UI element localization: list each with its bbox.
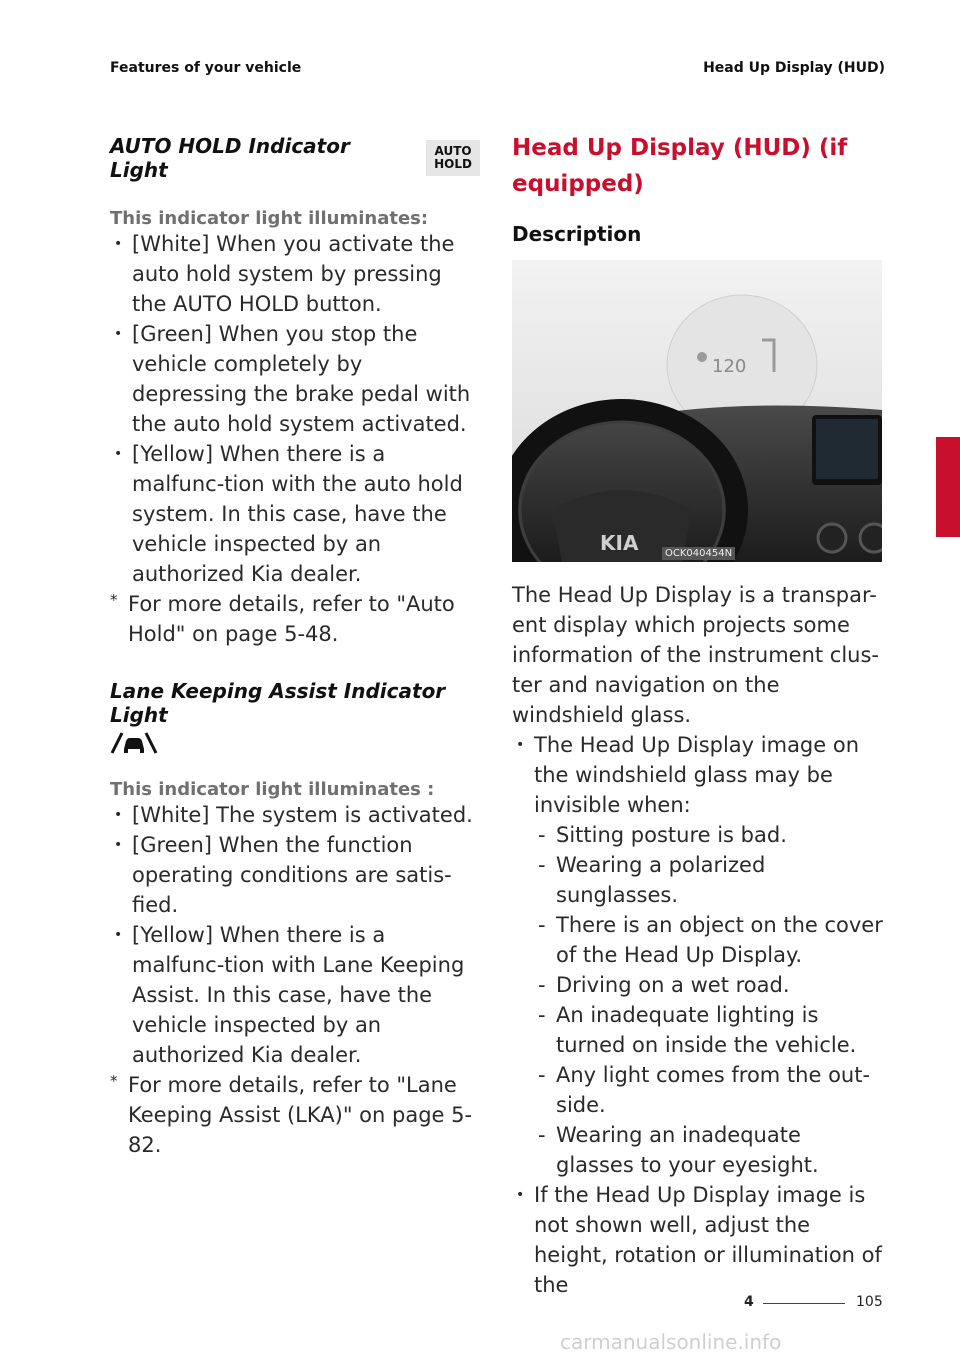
hud-dashboard-photo xyxy=(512,260,882,562)
list-item xyxy=(512,730,884,1180)
hud-bullets xyxy=(512,730,884,1300)
footer-chapter-number: 4 xyxy=(744,1294,754,1310)
badge-line-2: HOLD xyxy=(434,157,472,171)
dash-item: - Any light comes from the out-side. xyxy=(534,1060,884,1120)
hud-intro-paragraph: The Head Up Display is a transpar-ent display which projects some information of the instrument clus-ter and navigation on the windshield glass. xyxy=(512,583,879,727)
autohold-title: AUTO HOLD Indicator Light xyxy=(110,134,350,182)
footer-page-number: 105 xyxy=(856,1294,883,1310)
badge-line-1: AUTO xyxy=(434,144,472,158)
list-item: • [Yellow] When there is a malfunc-tion with Lane Keeping Assist. In this case, have the vehicle inspected by an authorized Kia dealer. xyxy=(110,920,480,1070)
chapter-side-number: 4 xyxy=(941,511,953,530)
running-header-right: Head Up Display (HUD) xyxy=(703,60,885,76)
lka-subheading: This indicator light illuminates : xyxy=(110,779,435,800)
hud-section-title: Head Up Display (HUD) (if equipped) xyxy=(512,135,848,197)
watermark: carmanualsonline.info xyxy=(560,1330,782,1354)
lane-keeping-assist-icon xyxy=(110,731,480,759)
svg-text:KIA: KIA xyxy=(600,531,639,555)
autohold-heading xyxy=(110,134,480,182)
lka-bullets xyxy=(110,800,480,1070)
auto-hold-indicator-icon xyxy=(426,140,480,176)
dash-item: - Driving on a wet road. xyxy=(534,970,884,1000)
running-header-left: Features of your vehicle xyxy=(110,60,302,76)
list-item: • [White] When you activate the auto hold system by pressing the AUTO HOLD button. xyxy=(110,229,480,319)
right-column xyxy=(512,130,884,1300)
list-item: • [Yellow] When there is a malfunc-tion with the auto hold system. In this case, have the vehicle inspected by an authorized Kia dealer. xyxy=(110,439,480,589)
dash-item: - An inadequate lighting is turned on inside the vehicle. xyxy=(534,1000,884,1060)
lka-title: Lane Keeping Assist Indicator Light xyxy=(110,679,446,727)
autohold-subheading: This indicator light illuminates: xyxy=(110,208,429,229)
dash-item: - There is an object on the cover of the Head Up Display. xyxy=(534,910,884,970)
dash-item: - Sitting posture is bad. xyxy=(534,820,884,850)
hud-bullet-1: The Head Up Display image on the windshield glass may be invisible when: xyxy=(534,733,860,817)
autohold-note: * For more details, refer to "Auto Hold" on page 5-48. xyxy=(110,589,480,649)
dash-item: - Wearing an inadequate glasses to your eyesight. xyxy=(534,1120,884,1180)
list-item: • If the Head Up Display image is not shown well, adjust the height, rotation or illumination of the xyxy=(512,1180,884,1300)
list-item: • [White] The system is activated. xyxy=(110,800,480,830)
lka-note: * For more details, refer to "Lane Keeping Assist (LKA)" on page 5-82. xyxy=(110,1070,480,1160)
autohold-bullets xyxy=(110,229,480,589)
lka-heading xyxy=(110,679,480,727)
list-item: • [Green] When you stop the vehicle completely by depressing the brake pedal with the auto hold system activated. xyxy=(110,319,480,439)
dash-item: - Wearing a polarized sunglasses. xyxy=(534,850,884,910)
description-heading: Description xyxy=(512,222,642,246)
footer-divider xyxy=(763,1303,845,1304)
list-item: • [Green] When the function operating conditions are satis-fied. xyxy=(110,830,480,920)
image-code-label: OCK040454N xyxy=(662,547,735,560)
hud-speed: 120 xyxy=(712,356,747,377)
hud-dash-list xyxy=(534,820,884,1180)
left-column xyxy=(110,130,480,1160)
